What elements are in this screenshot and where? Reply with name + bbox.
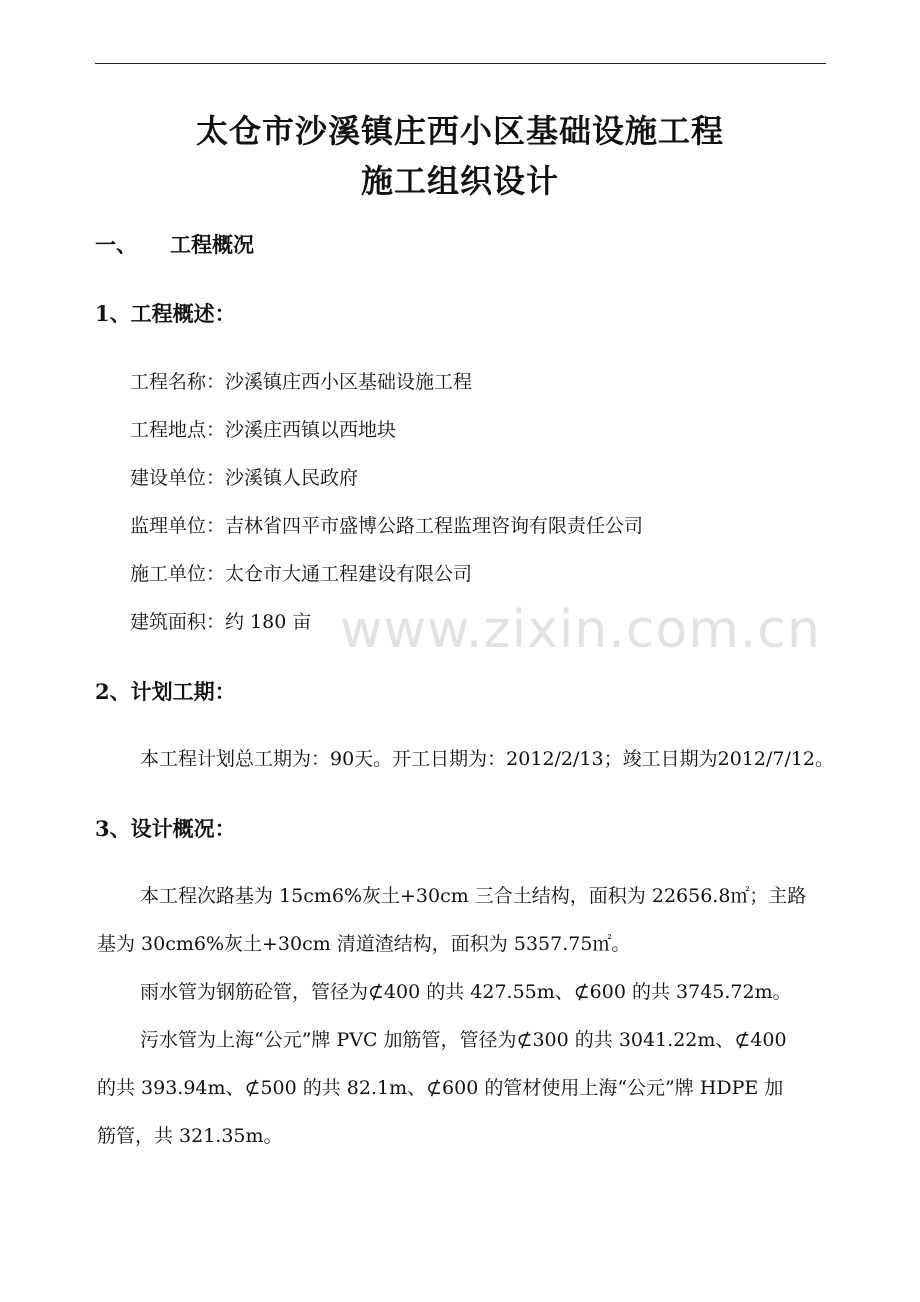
subsection-heading-overview: 1、工程概述： xyxy=(95,301,236,326)
design-paragraph-line: 本工程次路基为 15cm6%灰土+30cm 三合土结构，面积为 22656.8㎡；主路 xyxy=(140,885,807,907)
document-title: 太仓市沙溪镇庄西小区基础设施工程 xyxy=(195,112,724,150)
document-subtitle: 施工组织设计 xyxy=(360,162,559,200)
watermark: www.zixin.com.cn xyxy=(340,600,821,660)
schedule-text: 本工程计划总工期为：90天。开工日期为：2012/2/13；竣工日期为2012/7/12。 xyxy=(140,748,835,770)
rainwater-pipe-text: 雨水管为钢筋砼管，管径为⊄400 的共 427.55m、⊄600 的共 3745.72m。 xyxy=(140,981,792,1003)
sewage-pipe-line: 筋管，共 321.35m。 xyxy=(97,1125,283,1147)
design-paragraph-line: 基为 30cm6%灰土+30cm 清道渣结构，面积为 5357.75㎡。 xyxy=(97,933,631,955)
info-project-location: 工程地点：沙溪庄西镇以西地块 xyxy=(130,419,397,441)
info-owner: 建设单位：沙溪镇人民政府 xyxy=(130,467,359,489)
info-contractor: 施工单位：太仓市大通工程建设有限公司 xyxy=(130,563,473,585)
info-area: 建筑面积：约 180 亩 xyxy=(130,611,312,633)
section-title: 工程概况 xyxy=(170,232,254,257)
sewage-pipe-line: 的共 393.94m、⊄500 的共 82.1m、⊄600 的管材使用上海“公元”牌 HDPE 加 xyxy=(97,1077,784,1099)
subsection-heading-design: 3、设计概况： xyxy=(95,816,236,841)
section-number: 一、 xyxy=(95,232,137,257)
info-supervisor: 监理单位：吉林省四平市盛博公路工程监理咨询有限责任公司 xyxy=(130,515,644,537)
sewage-pipe-line: 污水管为上海“公元”牌 PVC 加筋管，管径为⊄300 的共 3041.22m、⊄400 xyxy=(140,1029,787,1051)
header-rule xyxy=(95,63,826,64)
info-project-name: 工程名称：沙溪镇庄西小区基础设施工程 xyxy=(130,371,473,393)
subsection-heading-schedule: 2、计划工期： xyxy=(95,679,236,704)
